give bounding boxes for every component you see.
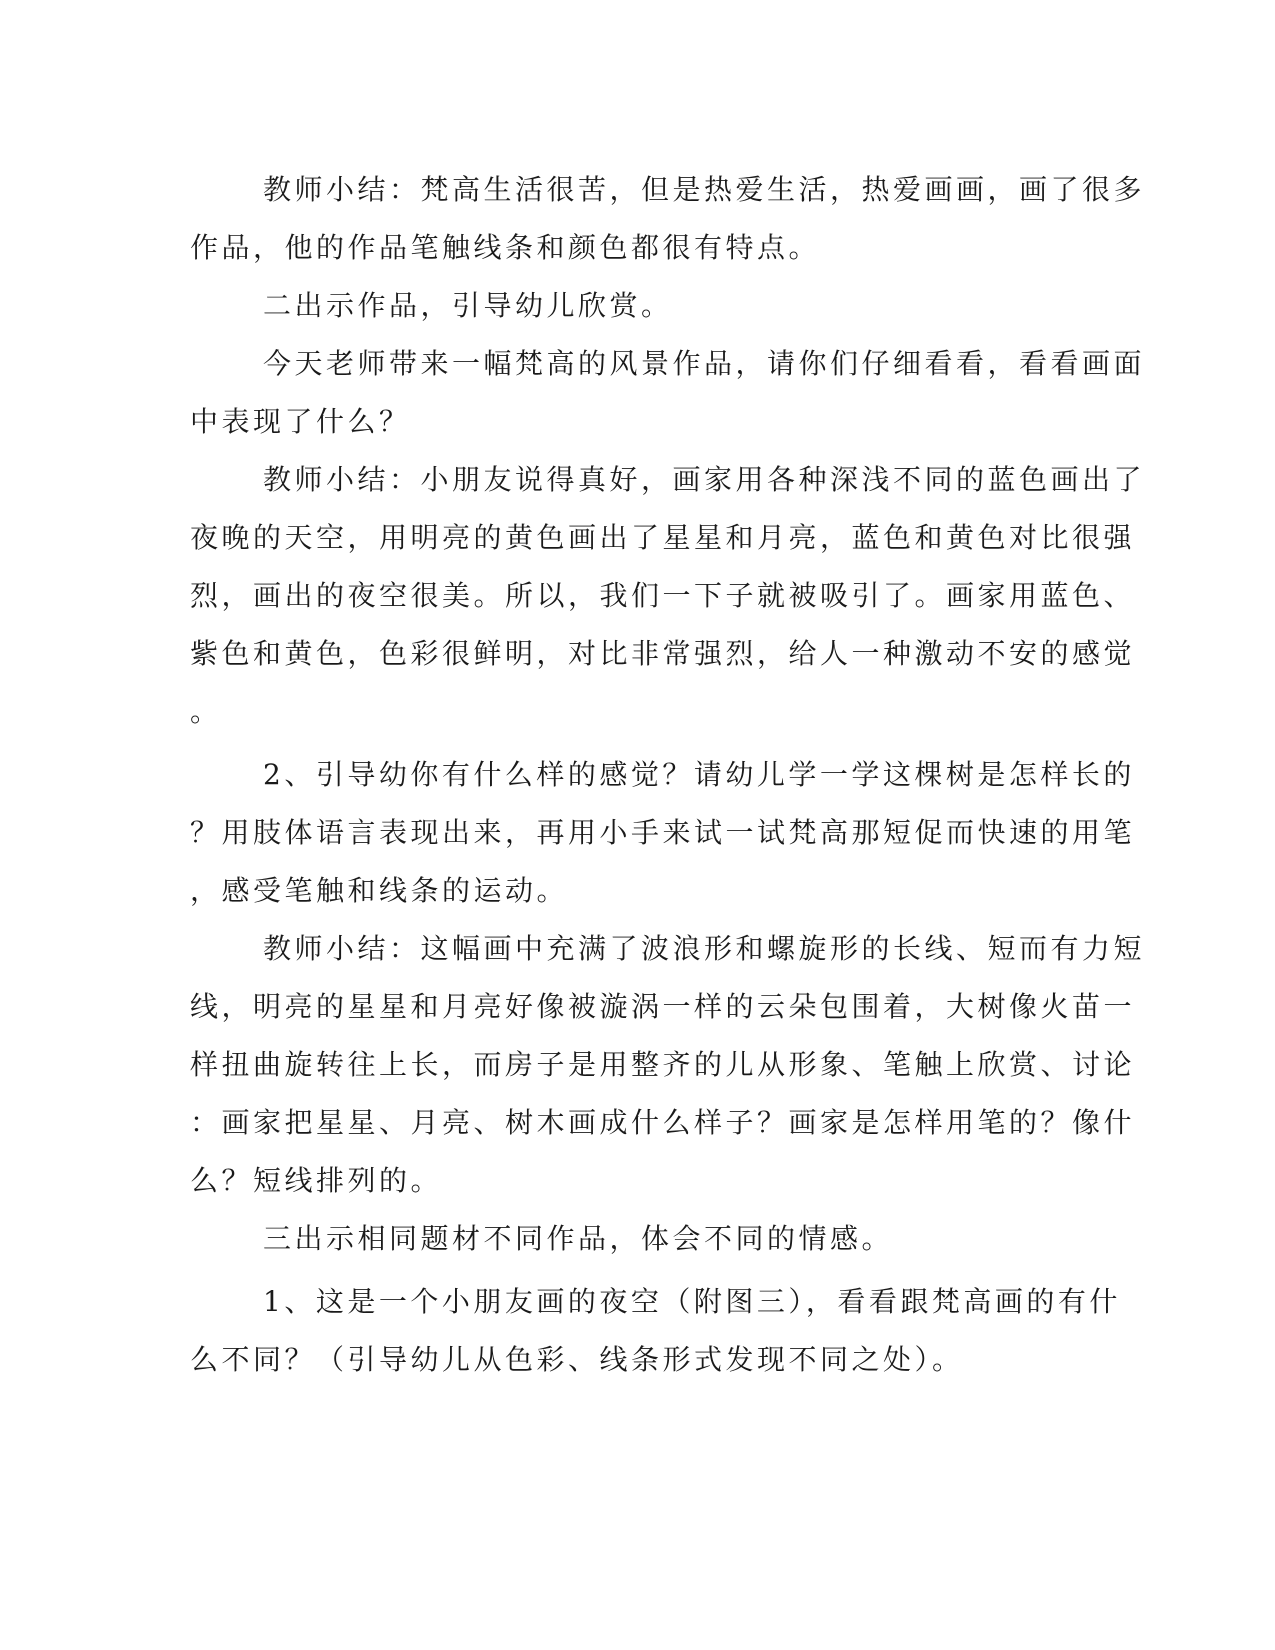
text-line: ，感受笔触和线条的运动。: [190, 874, 569, 907]
text-line: 二出示作品，引导幼儿欣赏。: [263, 289, 673, 322]
text-line: 么？短线排列的。: [190, 1164, 443, 1197]
text-line: 么不同？（引导幼儿从色彩、线条形式发现不同之处）。: [190, 1343, 964, 1376]
text-line: 2、引导幼你有什么样的感觉？请幼儿学一学这棵树是怎样长的: [263, 758, 1135, 791]
text-line: 三出示相同题材不同作品，体会不同的情感。: [263, 1222, 894, 1255]
text-line: 今天老师带来一幅梵高的风景作品，请你们仔细看看，看看画面: [263, 347, 1146, 380]
text-line: 中表现了什么？: [190, 405, 411, 438]
text-line: 线，明亮的星星和月亮好像被漩涡一样的云朵包围着，大树像火苗一: [190, 990, 1136, 1023]
text-line: 烈，画出的夜空很美。所以，我们一下子就被吸引了。画家用蓝色、: [190, 579, 1136, 612]
text-line: 样扭曲旋转往上长，而房子是用整齐的儿从形象、笔触上欣赏、讨论: [190, 1048, 1136, 1081]
text-line: 紫色和黄色，色彩很鲜明，对比非常强烈，给人一种激动不安的感觉: [190, 637, 1136, 670]
text-line: ？用肢体语言表现出来，再用小手来试一试梵高那短促而快速的用笔: [190, 816, 1136, 849]
text-line: 1、这是一个小朋友画的夜空（附图三），看看跟梵高画的有什: [263, 1285, 1121, 1318]
text-line: 。: [190, 695, 222, 728]
text-line: 作品，他的作品笔触线条和颜色都很有特点。: [190, 231, 821, 264]
text-line: 教师小结：梵高生活很苦，但是热爱生活，热爱画画，画了很多: [263, 173, 1146, 206]
text-line: ：画家把星星、月亮、树木画成什么样子？画家是怎样用笔的？像什: [190, 1106, 1136, 1139]
text-line: 夜晚的天空，用明亮的黄色画出了星星和月亮，蓝色和黄色对比很强: [190, 521, 1136, 554]
text-line: 教师小结：这幅画中充满了波浪形和螺旋形的长线、短而有力短: [263, 932, 1146, 965]
text-line: 教师小结：小朋友说得真好，画家用各种深浅不同的蓝色画出了: [263, 463, 1146, 496]
